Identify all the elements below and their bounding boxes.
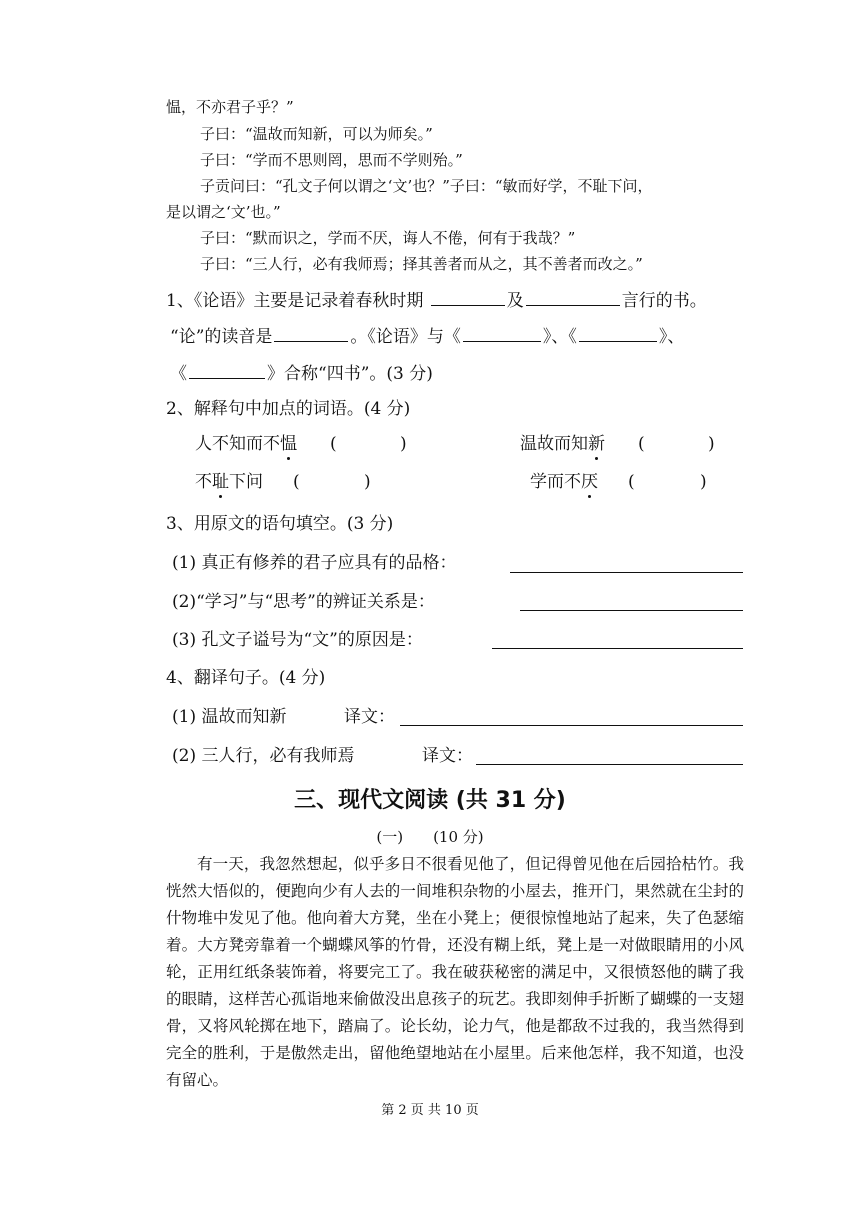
classical-line: 是以谓之‘文’也。” [166,203,281,221]
question-2-title: 2、解释句中加点的词语。(4 分) [166,399,411,419]
q2-item: 人不知而不愠 [195,434,297,454]
q2-item: 温故而知新 [520,434,605,454]
answer-blank[interactable] [189,362,265,379]
q3-sub-3: (3) 孔文子谥号为“文”的原因是： [172,630,423,650]
answer-line[interactable] [492,648,743,649]
translation-label: 译文： [344,707,395,727]
paren-close: ) [700,472,707,492]
answer-blank[interactable] [526,289,620,306]
paren-open: ( [638,434,645,454]
q2-item: 学而不厌 [530,472,598,492]
reading-passage: 有一天，我忽然想起，似乎多日不很看见他了，但记得曾见他在后园拾枯竹。我恍然大悟似的，便跑向少有人去的一间堆积杂物的小屋去，推开门，果然就在尘封的什物堆中发见了他。他向着大方凳，坐在小凳上；便很惊惶地站了起来，失了色瑟缩着。大方凳旁靠着一个蝴蝶风筝的竹骨，还没有糊上纸，凳上是一对做眼睛用的小风轮，正用红纸条装饰着，将要完工了。我在破获秘密的满足中，又很愤怒他的瞒了我的眼睛，这样苦心孤诣地来偷做没出息孩子的玩艺。我即刻伸手折断了蝴蝶的一支翅骨，又将风轮掷在地下，踏扁了。论长幼，论力气，他是都敌不过我的，我当然得到完全的胜利，于是傲然走出，留他绝望地站在小屋里。后来他怎样，我不知道，也没有留心。 [166,855,744,1089]
paren-open: ( [293,472,300,492]
paren-close: ) [708,434,715,454]
answer-blank[interactable] [579,325,657,342]
classical-line: 子曰：“学而不思则罔，思而不学则殆。” [200,151,463,169]
classical-line: 子贡问曰：“孔文子何以谓之‘文’也？”子曰：“敏而好学，不耻下问， [200,177,653,195]
paren-open: ( [330,434,337,454]
q2-item: 不耻下问 [195,472,263,492]
question-1-line-1: 1、《论语》主要是记录着春秋时期 及 言行的书。 [166,291,707,311]
question-1-line-3: 《 》合称“四书”。(3 分) [170,364,433,384]
q3-sub-1: (1) 真正有修养的君子应具有的品格： [172,553,457,573]
page-number: 第 2 页 共 10 页 [381,1103,479,1118]
classical-line: 子曰：“温故而知新，可以为师矣。” [200,125,433,143]
translation-label: 译文： [422,746,473,766]
answer-line[interactable] [400,725,743,726]
section-subtitle: (一) (10 分) [376,828,484,846]
question-4-title: 4、翻译句子。(4 分) [166,668,326,688]
question-1-line-2: “论”的读音是 。《论语》与《 》、《 》、 [170,327,685,347]
answer-blank[interactable] [274,325,348,342]
classical-line: 子曰：“三人行，必有我师焉；择其善者而从之，其不善者而改之。” [200,255,643,273]
answer-line[interactable] [476,764,743,765]
q3-sub-2: (2)“学习”与“思考”的辨证关系是： [172,592,435,612]
classical-line: 子曰：“默而识之，学而不厌，诲人不倦，何有于我哉？” [200,229,576,247]
answer-line[interactable] [520,610,743,611]
answer-blank[interactable] [463,325,541,342]
answer-line[interactable] [510,572,743,573]
answer-blank[interactable] [431,289,505,306]
q4-sub-2: (2) 三人行，必有我师焉 [172,746,355,766]
paren-open: ( [628,472,635,492]
paren-close: ) [400,434,407,454]
classical-line: 愠，不亦君子乎？” [166,98,294,116]
section-title: 三、现代文阅读 (共 31 分) [294,788,566,813]
paren-close: ) [364,472,371,492]
question-3-title: 3、用原文的语句填空。(3 分) [166,514,394,534]
q4-sub-1: (1) 温故而知新 [172,707,287,727]
